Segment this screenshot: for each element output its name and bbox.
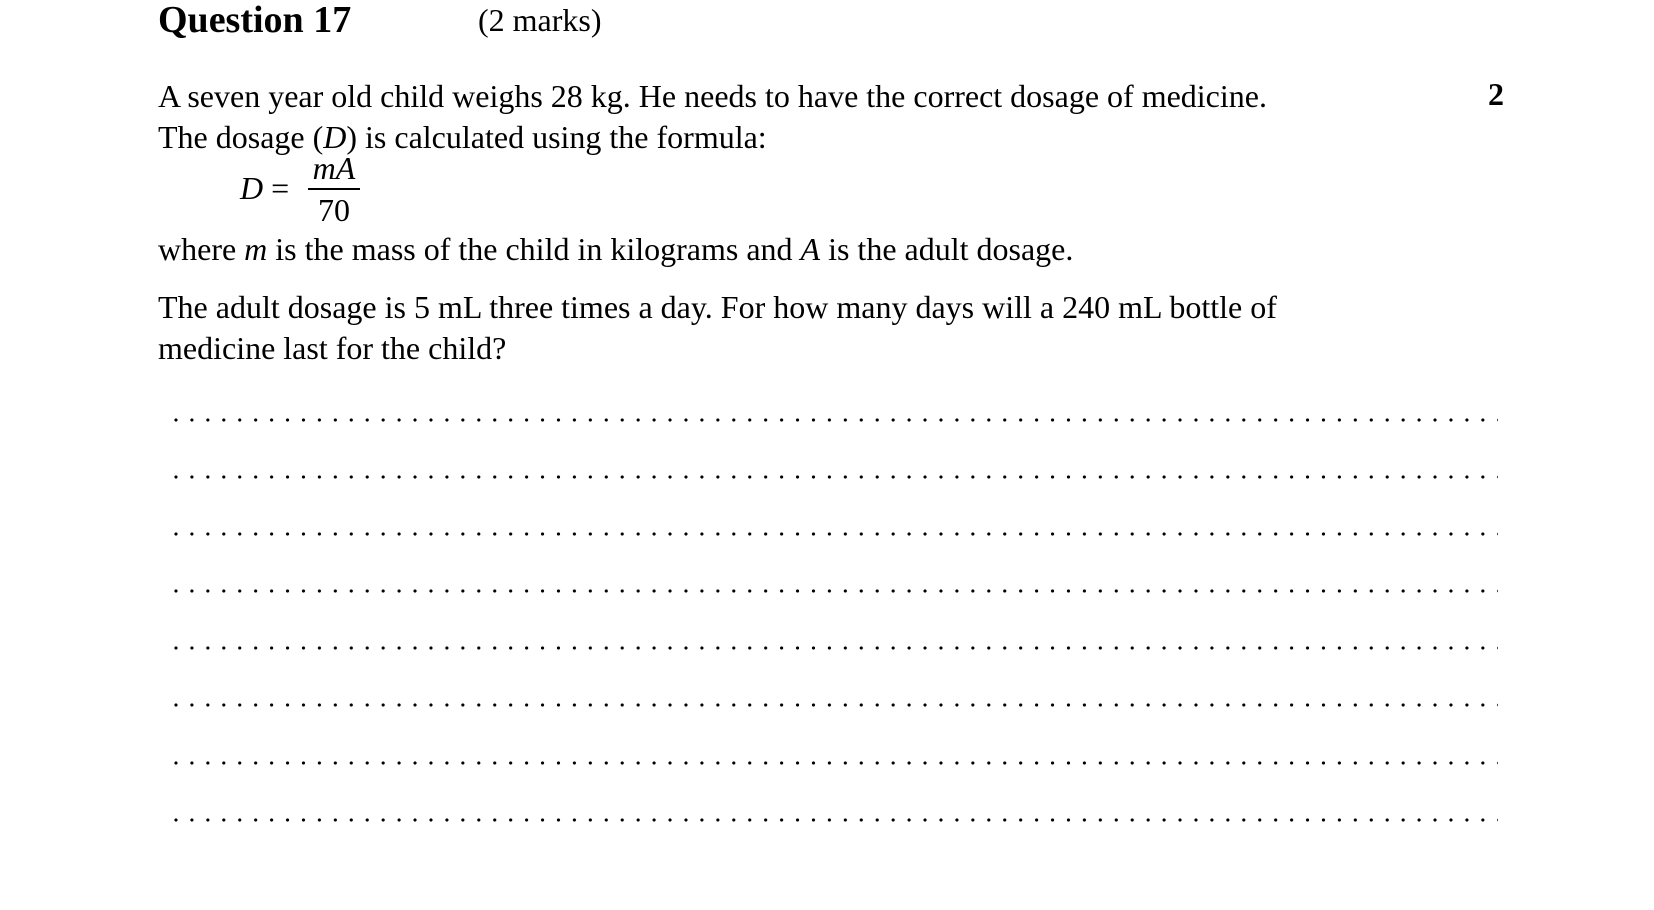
margin-marks: 2 [1488, 76, 1504, 112]
answer-line[interactable] [168, 588, 1498, 594]
variable-m: m [244, 231, 268, 267]
formula-numerator: mA [312, 150, 356, 186]
answer-line[interactable] [168, 702, 1498, 708]
text-fragment: ) is calculated using the formula: [346, 119, 767, 155]
problem-statement-line-2 [158, 117, 767, 158]
text-fragment: The dosage ( [158, 119, 324, 155]
question-line-2: medicine last for the child? [158, 330, 507, 366]
variable-a: A [800, 231, 821, 267]
formula-equals: = [263, 170, 290, 206]
formula-variable-d: D [240, 170, 264, 206]
text-fragment: is the adult dosage. [820, 231, 1074, 267]
variable-definitions [158, 229, 1073, 270]
fraction-bar [308, 188, 360, 190]
question-marks: (2 marks) [478, 2, 602, 38]
answer-line[interactable] [168, 645, 1498, 651]
variable-d: D [323, 119, 347, 155]
formula-denominator: 70 [318, 192, 350, 228]
answer-line[interactable] [168, 417, 1498, 423]
question-line-1: The adult dosage is 5 mL three times a day. For how many days will a 240 mL bottle of [158, 289, 1277, 325]
question-title: Question 17 [158, 0, 352, 41]
formula-fraction [308, 150, 360, 228]
problem-text: A seven year old child weighs 28 kg. He needs to have the correct dosage of medicine. [158, 78, 1267, 114]
answer-line[interactable] [168, 474, 1498, 480]
text-fragment: where [158, 231, 245, 267]
answer-line[interactable] [168, 531, 1498, 537]
problem-statement-line-1 [158, 76, 1267, 117]
formula-lhs [240, 170, 289, 207]
answer-line[interactable] [168, 817, 1498, 823]
text-fragment: is the mass of the child in kilograms and [267, 231, 801, 267]
answer-line[interactable] [168, 760, 1498, 766]
